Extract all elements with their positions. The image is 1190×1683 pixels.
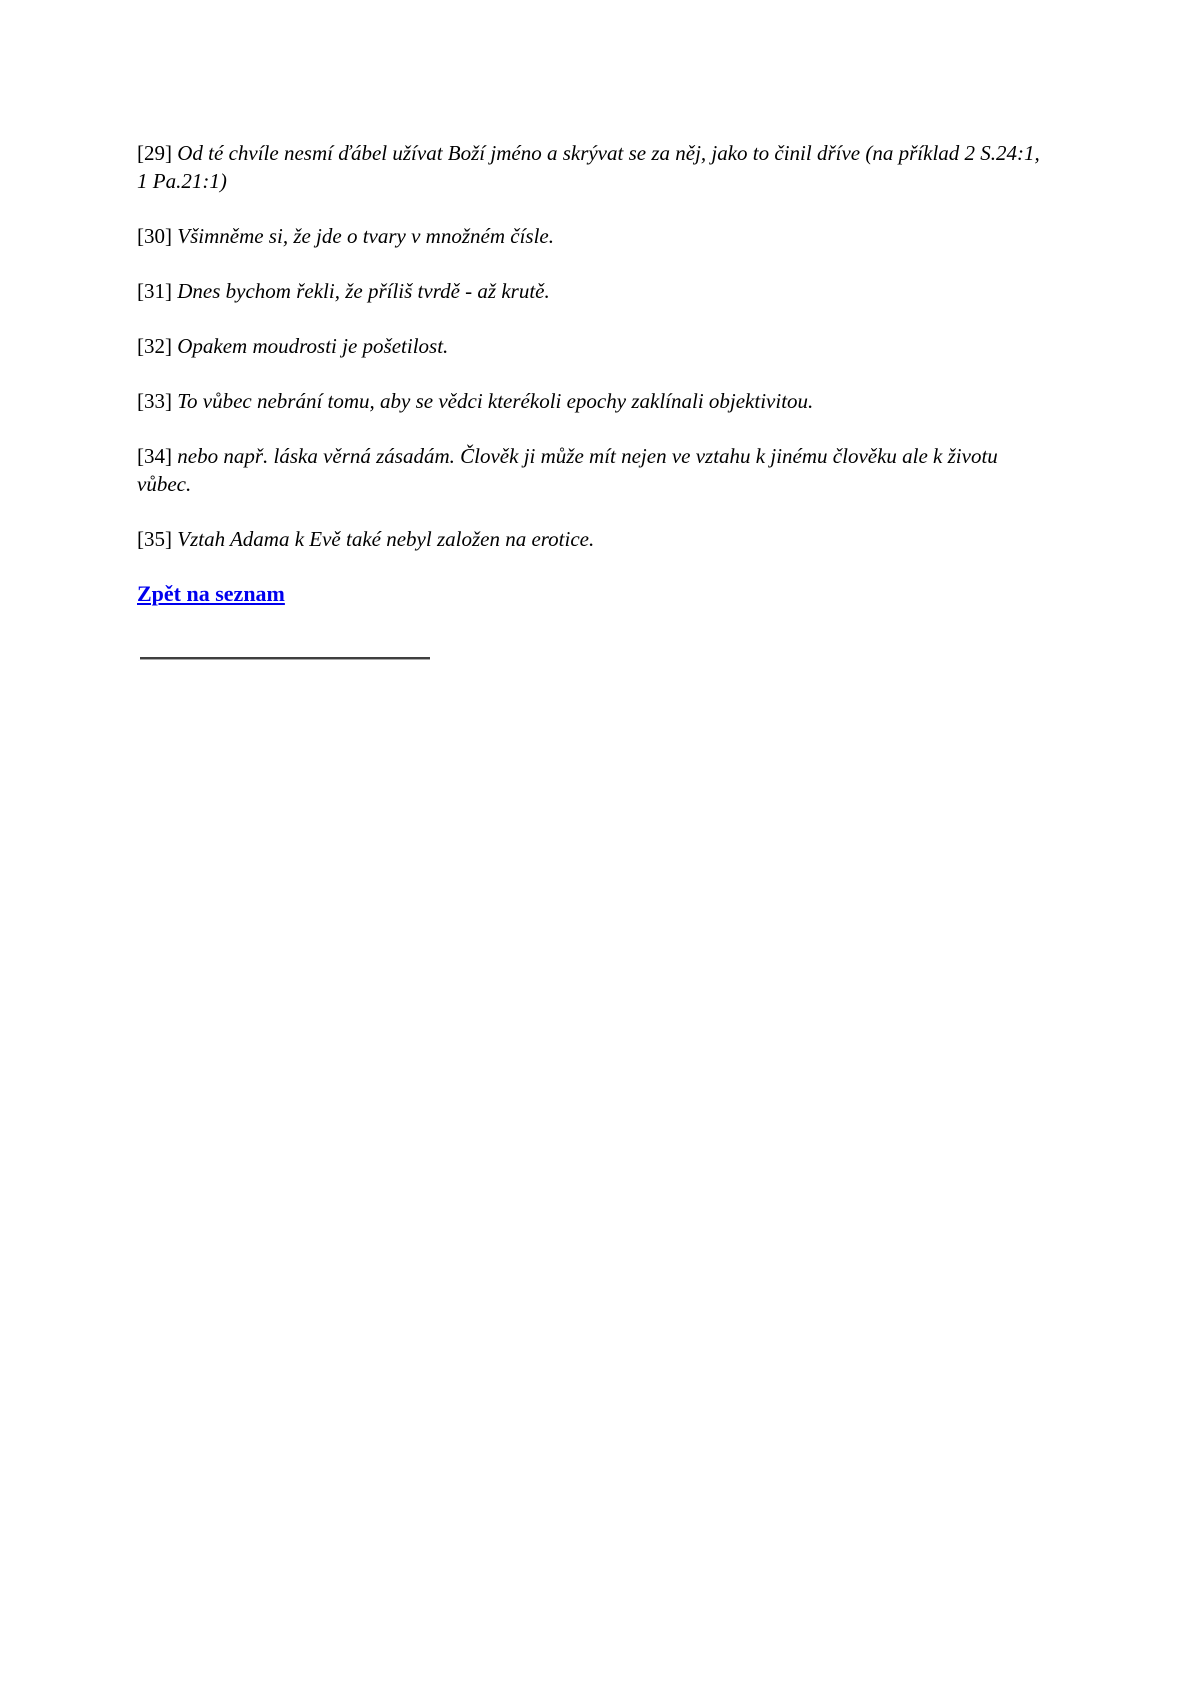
footnote-text: Od té chvíle nesmí ďábel užívat Boží jméno a skrývat se za něj, jako to činil dříve (na příklad 2 S.24:1, 1 Pa.21:1)	[137, 141, 1040, 193]
footnote-item	[137, 332, 1053, 360]
footnote-number: [29]	[137, 141, 172, 165]
footnote-item	[137, 139, 1053, 195]
footnote-text: Vztah Adama k Evě také nebyl založen na erotice.	[177, 527, 595, 551]
footnote-text: nebo např. láska věrná zásadám. Člověk ji může mít nejen ve vztahu k jinému člověku ale k životu vůbec.	[137, 444, 998, 496]
footnote-number: [30]	[137, 224, 172, 248]
footnote-divider-rule	[140, 657, 430, 660]
footnote-item	[137, 387, 1053, 415]
footnote-text: Všimněme si, že jde o tvary v množném čísle.	[177, 224, 554, 248]
back-to-list-link[interactable]: Zpět na seznam	[137, 581, 285, 606]
footnote-number: [33]	[137, 389, 172, 413]
footnote-item	[137, 442, 1053, 498]
footnote-number: [32]	[137, 334, 172, 358]
footnote-item	[137, 525, 1053, 553]
footnote-text: Opakem moudrosti je pošetilost.	[177, 334, 449, 358]
footnote-text: To vůbec nebrání tomu, aby se vědci kterékoli epochy zaklínali objektivitou.	[177, 389, 814, 413]
footnote-number: [34]	[137, 444, 172, 468]
footnote-number: [31]	[137, 279, 172, 303]
footnotes-list	[137, 139, 1053, 553]
footnote-item	[137, 222, 1053, 250]
footnote-number: [35]	[137, 527, 172, 551]
footnote-item	[137, 277, 1053, 305]
footnote-text: Dnes bychom řekli, že příliš tvrdě - až krutě.	[177, 279, 550, 303]
back-link-row	[137, 580, 1053, 611]
